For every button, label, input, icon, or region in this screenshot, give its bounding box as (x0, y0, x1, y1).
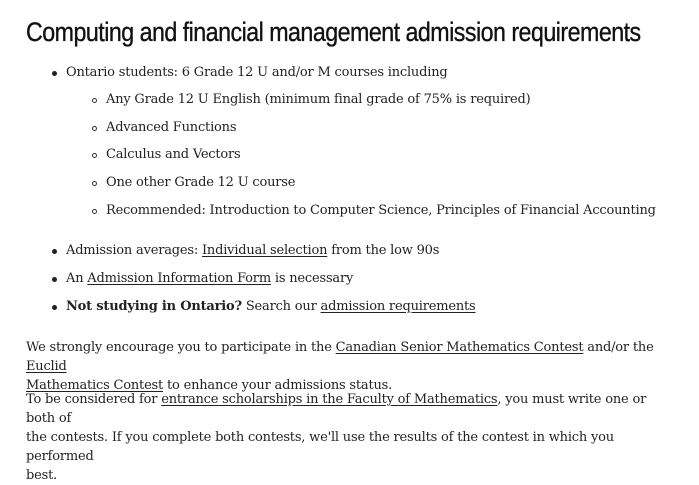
contests-text-2: and/or the (583, 340, 654, 355)
scholarships-text-3: the contests. If you complete both contests, we'll use the results of the contest in which you performed (26, 430, 614, 464)
bullet-icon (52, 305, 57, 310)
euclid-link[interactable]: Euclid (26, 359, 67, 374)
circle-bullet-icon (92, 98, 97, 103)
admission-form-requirement (66, 270, 353, 288)
bullet-icon (52, 71, 57, 76)
admission-averages (66, 242, 439, 260)
entrance-scholarships-link[interactable]: entrance scholarships in the Faculty of Mathematics (161, 392, 498, 407)
bullet-icon (52, 277, 57, 282)
ontario-requirement: Ontario students: 6 Grade 12 U and/or M courses including (66, 65, 448, 80)
contests-text-3: to enhance your admissions status. (163, 378, 393, 393)
circle-bullet-icon (92, 181, 97, 186)
circle-bullet-icon (92, 209, 97, 214)
course-item: Any Grade 12 U English (minimum final grade of 75% is required) (106, 92, 531, 107)
averages-prefix: Admission averages: (66, 243, 202, 258)
scholarships-paragraph (26, 390, 676, 485)
scholarships-text-4: best. (26, 468, 58, 483)
contests-paragraph (26, 338, 676, 395)
contests-text-1: We strongly encourage you to participate in the (26, 340, 336, 355)
circle-bullet-icon (92, 126, 97, 131)
course-item: Calculus and Vectors (106, 147, 241, 162)
aif-prefix: An (66, 271, 88, 286)
page-title: Computing and financial management admission requirements (26, 17, 641, 47)
individual-selection-link[interactable]: Individual selection (201, 243, 328, 258)
course-item: Recommended: Introduction to Computer Science, Principles of Financial Accounting (106, 203, 656, 218)
bullet-icon (52, 249, 57, 254)
circle-bullet-icon (92, 153, 97, 158)
course-item: Advanced Functions (106, 120, 237, 135)
scholarships-text-2: , you must write one or both of (26, 392, 647, 426)
admission-requirements-link[interactable]: admission requirements (320, 299, 476, 314)
admission-information-form-link[interactable]: Admission Information Form (87, 271, 271, 286)
outside-ontario-item (66, 298, 476, 316)
scholarships-text-1: To be considered for (26, 392, 162, 407)
csmc-link[interactable]: Canadian Senior Mathematics Contest (335, 340, 584, 355)
euclid-link-continued[interactable]: Mathematics Contest (26, 378, 164, 393)
averages-suffix: from the low 90s (327, 243, 440, 258)
not-in-ontario-label: Not studying in Ontario? (66, 299, 242, 314)
search-our-text: Search our (241, 299, 321, 314)
course-item: One other Grade 12 U course (106, 175, 296, 190)
aif-suffix: is necessary (270, 271, 354, 286)
